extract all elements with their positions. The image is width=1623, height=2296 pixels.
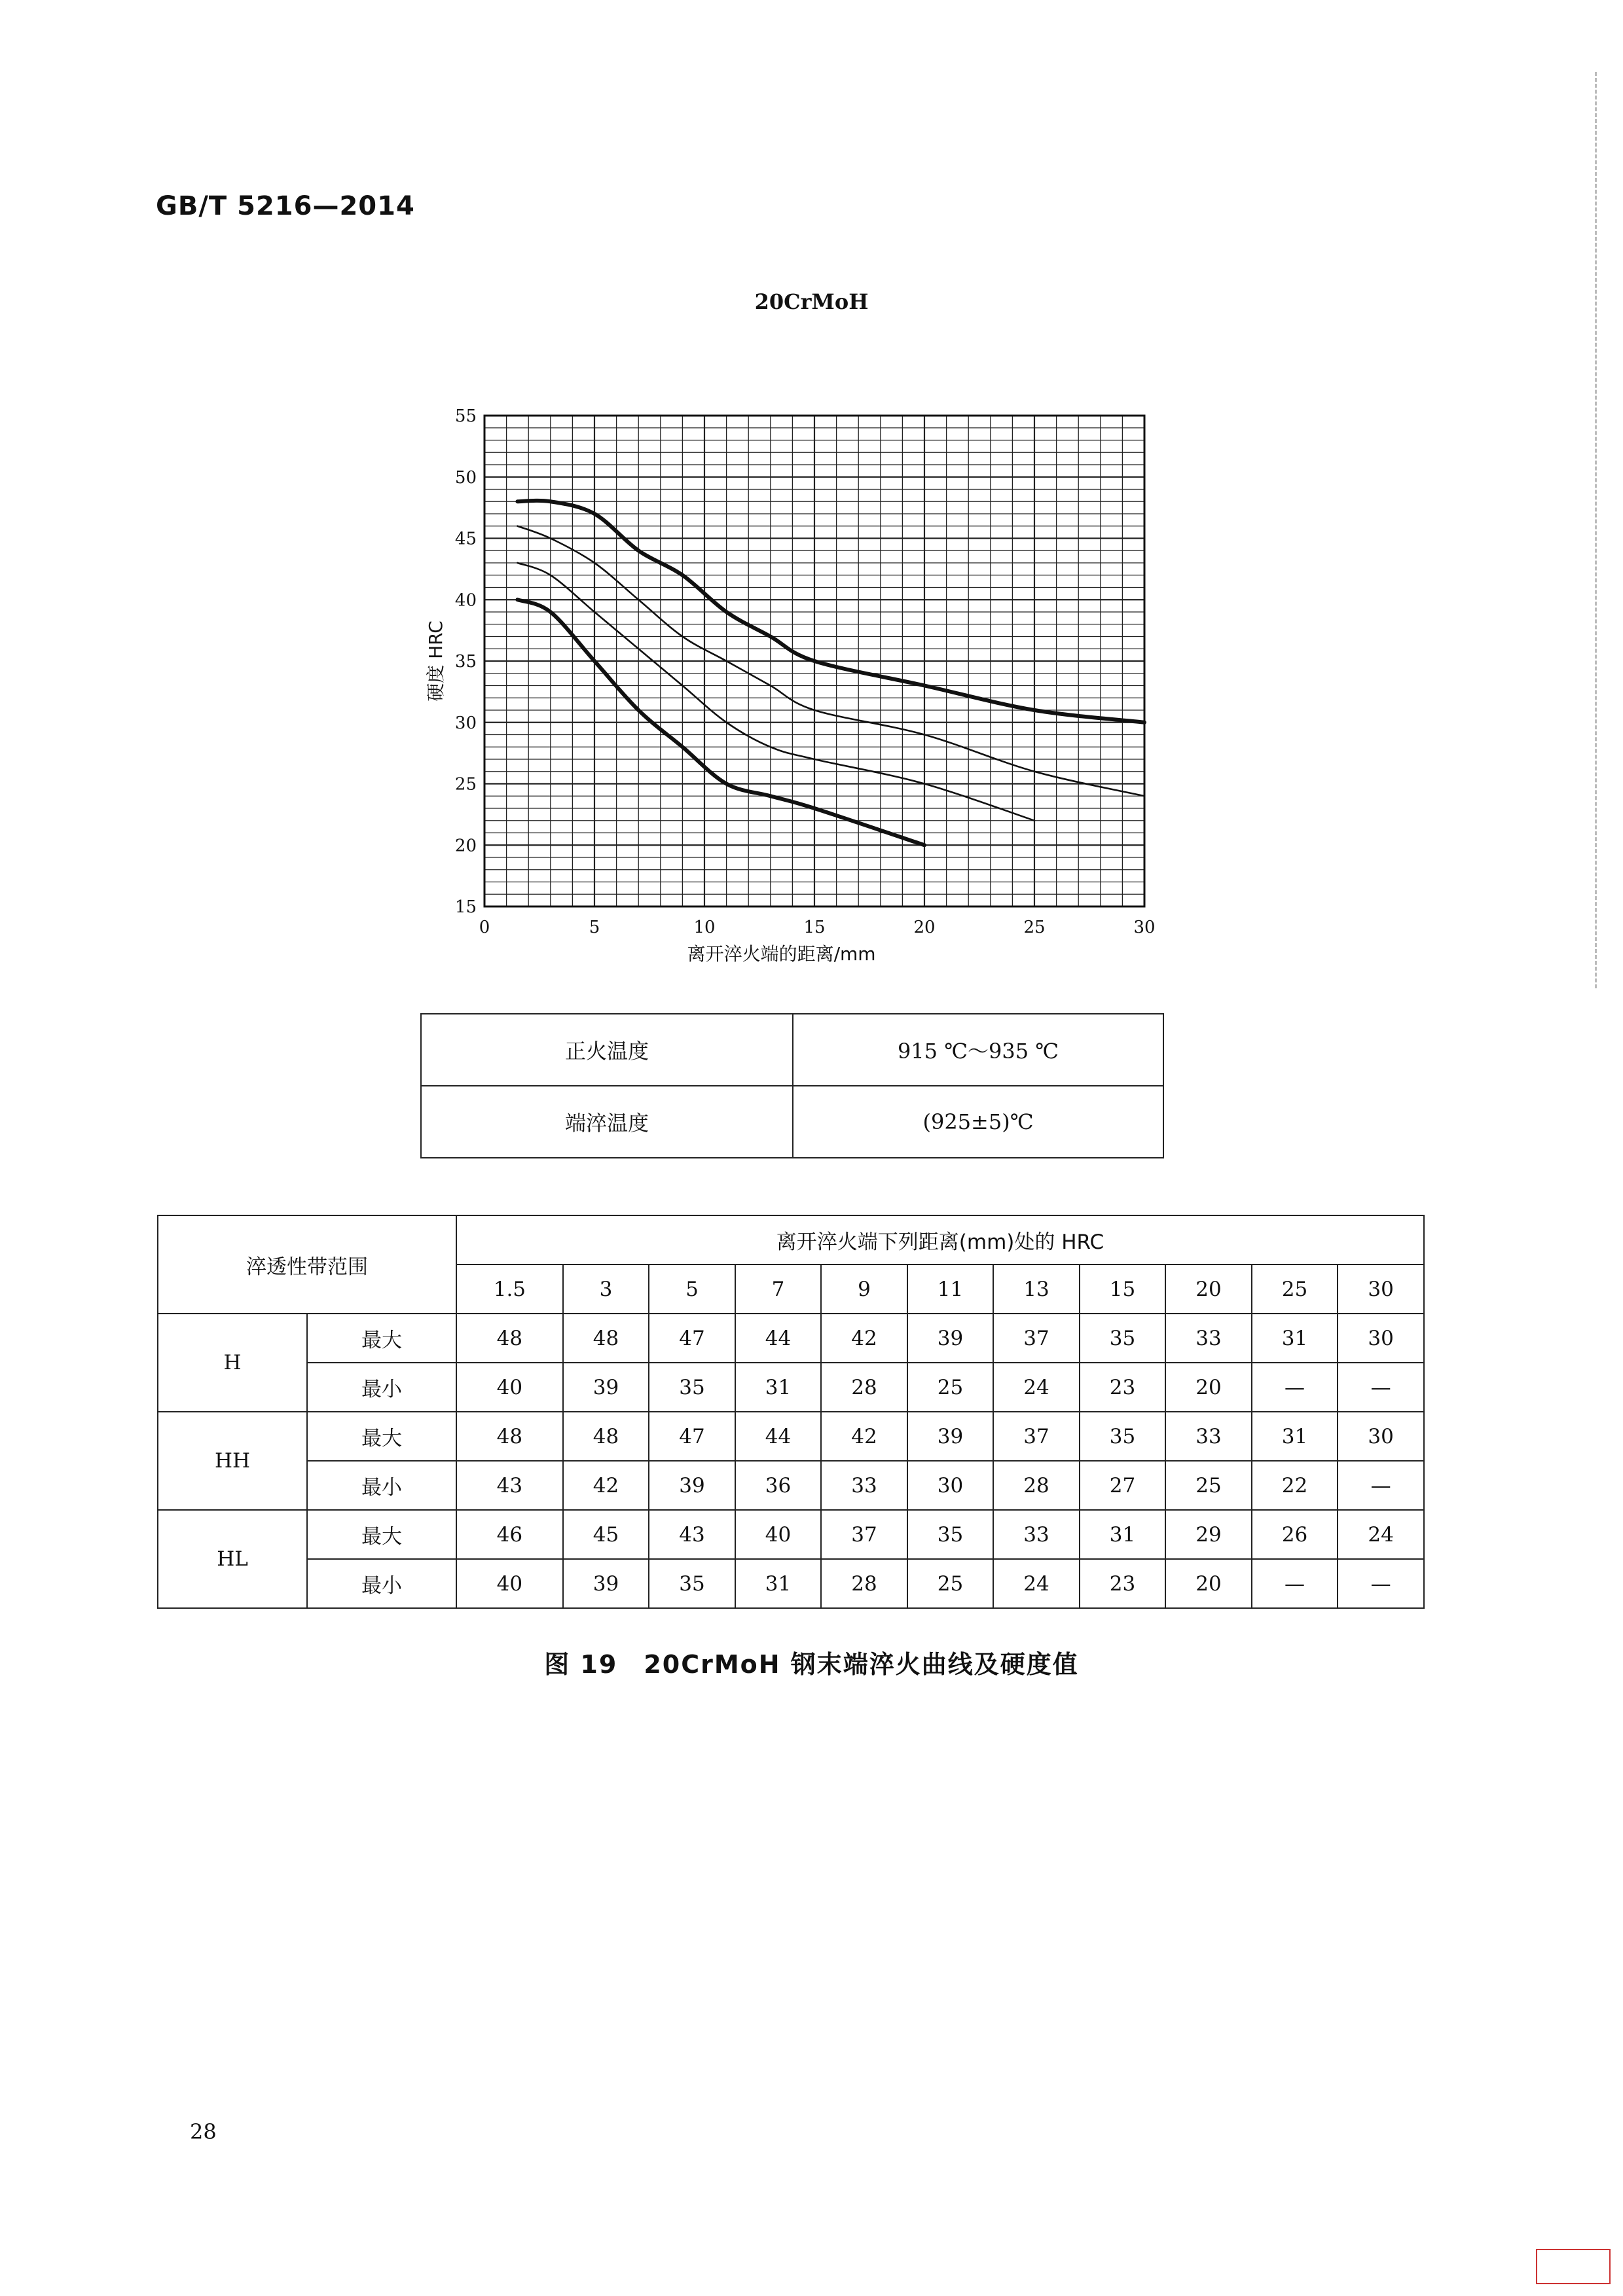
hardenability-band-table <box>157 1215 1425 1609</box>
hardness-value: 46 <box>456 1510 563 1559</box>
hardness-value: 35 <box>649 1559 735 1608</box>
hardness-value: 20 <box>1165 1559 1252 1608</box>
standard-number: GB/T 5216—2014 <box>156 191 415 221</box>
band-row-label: 最大 <box>307 1510 456 1559</box>
hardness-value: — <box>1338 1461 1424 1510</box>
hardness-value: 30 <box>907 1461 994 1510</box>
table-row <box>158 1363 1424 1412</box>
hardness-value: 29 <box>1165 1510 1252 1559</box>
chart-title: 20CrMoH <box>754 289 869 314</box>
condition-value: (925±5)℃ <box>793 1086 1163 1158</box>
hardness-value: 37 <box>821 1510 907 1559</box>
hardness-value: 39 <box>907 1412 994 1461</box>
hardness-value: 48 <box>456 1314 563 1363</box>
hardness-value: 26 <box>1252 1510 1338 1559</box>
hardenability-chart <box>367 380 1178 969</box>
table-row <box>158 1510 1424 1559</box>
table-row <box>158 1559 1424 1608</box>
hardness-value: 37 <box>993 1314 1080 1363</box>
condition-row <box>421 1014 1163 1086</box>
hardness-value: 28 <box>821 1363 907 1412</box>
distance-header: 9 <box>821 1265 907 1314</box>
hardness-value: 23 <box>1080 1559 1166 1608</box>
hardness-value: 39 <box>563 1363 649 1412</box>
hardness-value: 24 <box>993 1559 1080 1608</box>
hardness-value: 42 <box>821 1314 907 1363</box>
distance-header: 1.5 <box>456 1265 563 1314</box>
band-row-label: 最小 <box>307 1461 456 1510</box>
hardness-value: 44 <box>735 1314 822 1363</box>
hardness-value: 47 <box>649 1412 735 1461</box>
hardness-value: 35 <box>1080 1314 1166 1363</box>
hardness-value: 36 <box>735 1461 822 1510</box>
hardness-value: 35 <box>907 1510 994 1559</box>
hardness-value: — <box>1338 1363 1424 1412</box>
band-corner-header: 淬透性带范围 <box>158 1215 456 1314</box>
hardness-value: 40 <box>456 1363 563 1412</box>
band-group-label: H <box>158 1314 307 1412</box>
x-tick-label: 15 <box>803 918 826 937</box>
x-tick-label: 5 <box>589 918 600 937</box>
table-row <box>158 1314 1424 1363</box>
hardness-value: 44 <box>735 1412 822 1461</box>
hardness-value: 43 <box>649 1510 735 1559</box>
table-row <box>158 1412 1424 1461</box>
y-tick-label: 50 <box>454 467 477 488</box>
scan-margin-line <box>1593 72 1597 988</box>
forum-stamp-logo <box>1536 2249 1611 2284</box>
distance-header: 25 <box>1252 1265 1338 1314</box>
band-row-label: 最小 <box>307 1363 456 1412</box>
y-tick-label: 25 <box>454 774 477 795</box>
distance-header: 30 <box>1338 1265 1424 1314</box>
x-tick-label: 10 <box>693 918 716 937</box>
hardness-value: 35 <box>1080 1412 1166 1461</box>
distance-header: 7 <box>735 1265 822 1314</box>
hardness-value: 39 <box>907 1314 994 1363</box>
hardness-value: 24 <box>1338 1510 1424 1559</box>
hardness-value: 28 <box>993 1461 1080 1510</box>
figure-caption: 图 19 20CrMoH 钢末端淬火曲线及硬度值 <box>544 1650 1079 1679</box>
condition-label: 正火温度 <box>421 1014 793 1086</box>
hardness-value: — <box>1338 1559 1424 1608</box>
band-row-label: 最大 <box>307 1314 456 1363</box>
hardness-value: 40 <box>456 1559 563 1608</box>
band-group-label: HL <box>158 1510 307 1608</box>
hardness-value: 27 <box>1080 1461 1166 1510</box>
distance-header: 5 <box>649 1265 735 1314</box>
y-tick-label: 20 <box>454 836 477 856</box>
distance-header: 11 <box>907 1265 994 1314</box>
hardness-value: 48 <box>456 1412 563 1461</box>
hardness-value: 31 <box>735 1559 822 1608</box>
hardness-value: 30 <box>1338 1412 1424 1461</box>
y-tick-label: 45 <box>454 529 477 549</box>
hardness-value: 20 <box>1165 1363 1252 1412</box>
hardness-value: 45 <box>563 1510 649 1559</box>
hardenability-curve-1 <box>517 501 1144 723</box>
hardness-value: 28 <box>821 1559 907 1608</box>
hardness-value: 22 <box>1252 1461 1338 1510</box>
condition-label: 端淬温度 <box>421 1086 793 1158</box>
hardness-value: 48 <box>563 1412 649 1461</box>
distance-header: 3 <box>563 1265 649 1314</box>
hardness-value: 40 <box>735 1510 822 1559</box>
x-tick-label: 25 <box>1023 918 1046 937</box>
hardness-value: 33 <box>993 1510 1080 1559</box>
y-tick-label: 30 <box>454 713 477 733</box>
page-number: 28 <box>190 2119 217 2144</box>
y-axis-label: 硬度 HRC <box>425 620 447 702</box>
distance-header: 20 <box>1165 1265 1252 1314</box>
hardness-value: — <box>1252 1363 1338 1412</box>
hardness-value: 25 <box>907 1559 994 1608</box>
heat-treatment-conditions-table <box>420 1013 1164 1158</box>
hardness-value: 42 <box>563 1461 649 1510</box>
y-tick-label: 15 <box>454 897 477 917</box>
hardness-value: 42 <box>821 1412 907 1461</box>
hardness-value: 24 <box>993 1363 1080 1412</box>
hardness-value: 31 <box>1252 1314 1338 1363</box>
hardness-value: 31 <box>735 1363 822 1412</box>
hardness-value: 47 <box>649 1314 735 1363</box>
distance-group-header: 离开淬火端下列距离(mm)处的 HRC <box>456 1215 1424 1265</box>
hardness-value: 31 <box>1080 1510 1166 1559</box>
hardness-value: 31 <box>1252 1412 1338 1461</box>
y-tick-label: 40 <box>454 590 477 611</box>
x-tick-label: 30 <box>1133 918 1156 937</box>
hardness-value: 39 <box>563 1559 649 1608</box>
hardness-value: 35 <box>649 1363 735 1412</box>
hardness-value: 33 <box>821 1461 907 1510</box>
hardness-value: 39 <box>649 1461 735 1510</box>
distance-header: 13 <box>993 1265 1080 1314</box>
y-tick-label: 55 <box>454 406 477 426</box>
distance-header: 15 <box>1080 1265 1166 1314</box>
hardness-value: — <box>1252 1559 1338 1608</box>
condition-row <box>421 1086 1163 1158</box>
hardness-value: 48 <box>563 1314 649 1363</box>
band-header-row <box>158 1215 1424 1265</box>
hardness-value: 25 <box>907 1363 994 1412</box>
hardness-value: 33 <box>1165 1412 1252 1461</box>
x-axis-label: 离开淬火端的距离/mm <box>687 943 876 965</box>
hardness-value: 43 <box>456 1461 563 1510</box>
x-tick-label: 20 <box>913 918 936 937</box>
y-tick-label: 35 <box>454 652 477 672</box>
hardness-value: 25 <box>1165 1461 1252 1510</box>
hardness-value: 30 <box>1338 1314 1424 1363</box>
x-tick-label: 0 <box>479 918 490 937</box>
condition-value: 915 ℃～935 ℃ <box>793 1014 1163 1086</box>
hardness-value: 33 <box>1165 1314 1252 1363</box>
hardness-value: 37 <box>993 1412 1080 1461</box>
band-row-label: 最小 <box>307 1559 456 1608</box>
band-row-label: 最大 <box>307 1412 456 1461</box>
hardness-value: 23 <box>1080 1363 1166 1412</box>
table-row <box>158 1461 1424 1510</box>
band-group-label: HH <box>158 1412 307 1510</box>
